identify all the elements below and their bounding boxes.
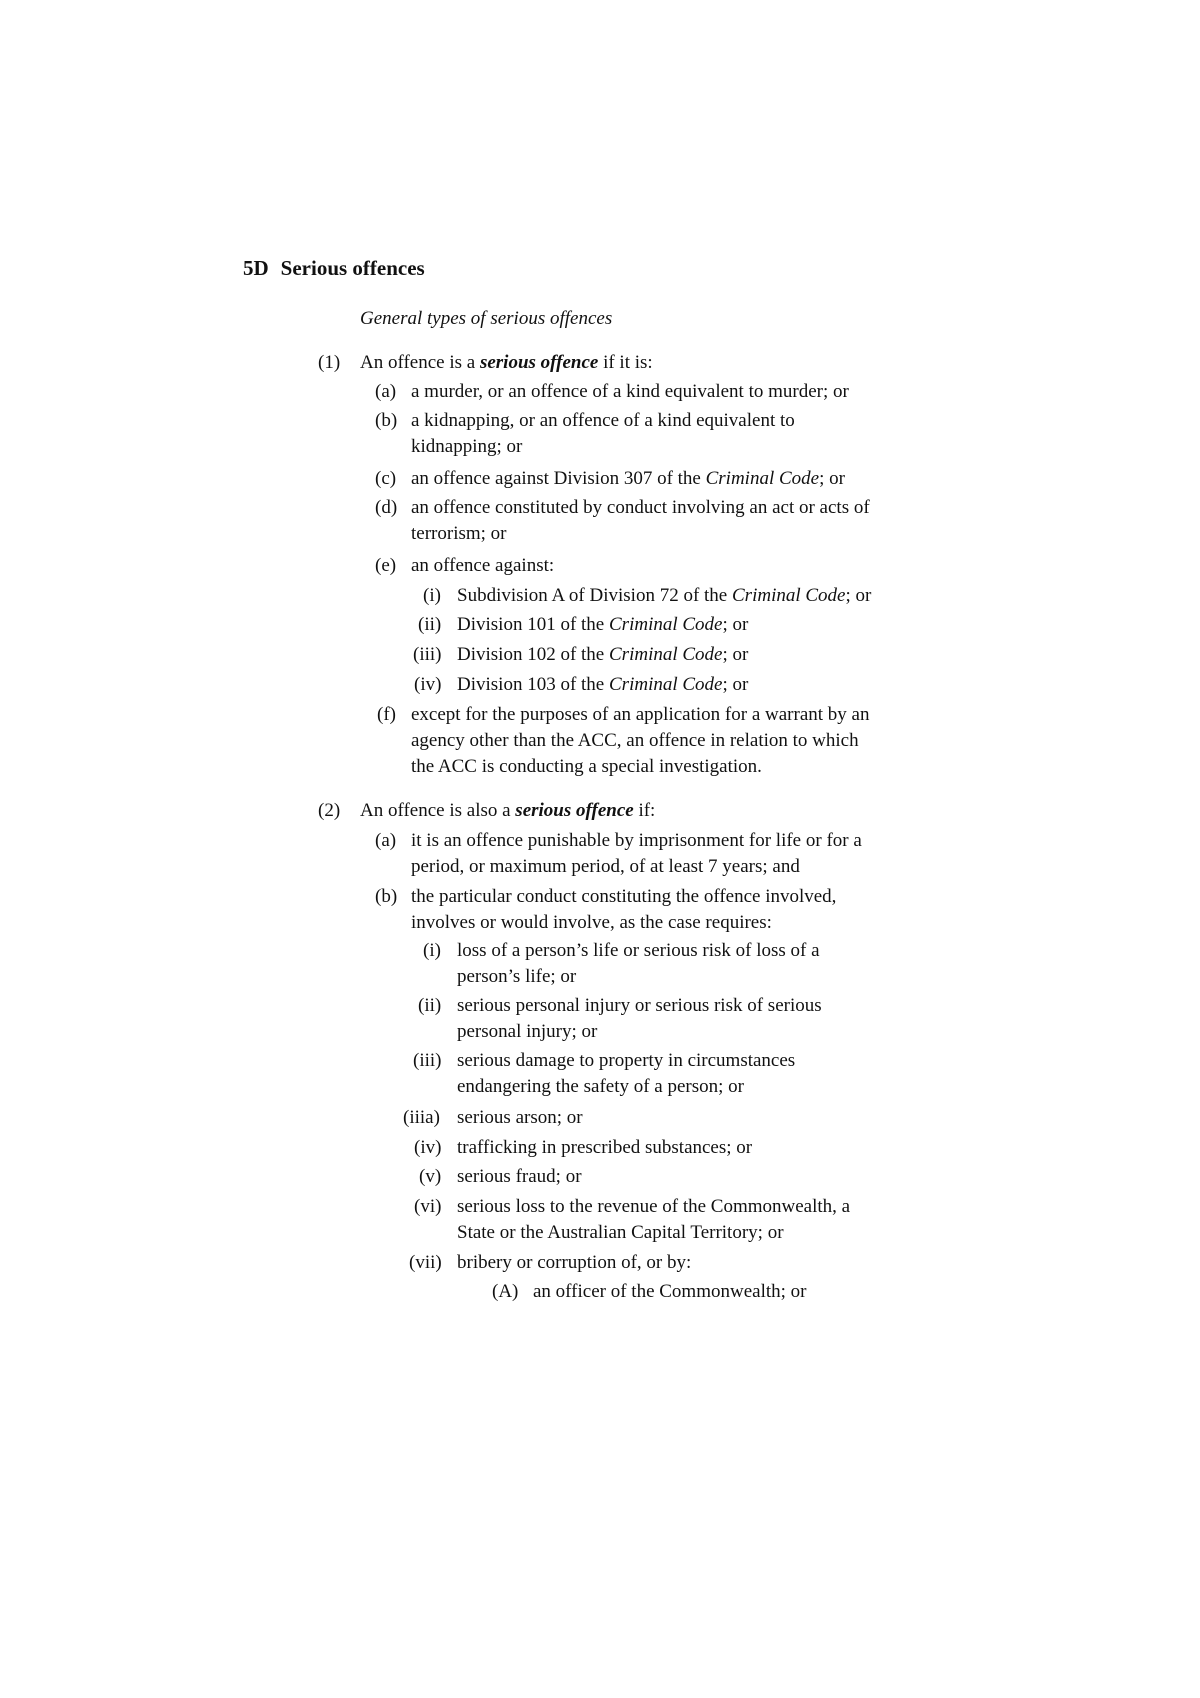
subparagraph-2b-iiia-text: serious arson; or (457, 1107, 583, 1128)
subparagraph-2b-i-text-line2: person’s life; or (457, 966, 577, 987)
subparagraph-2b-iv-text: trafficking in prescribed substances; or (457, 1137, 753, 1158)
subparagraph-2b-ii-label: (ii) (418, 995, 442, 1016)
paragraph-2a-text-line2: period, or maximum period, of at least 7 years; and (411, 856, 800, 877)
subparagraph-1e-iii-text: Division 102 of the Criminal Code; or (457, 644, 749, 665)
paragraph-2b-text-line2: involves or would involve, as the case requires: (411, 912, 772, 933)
subparagraph-2b-vii-label: (vii) (409, 1252, 442, 1273)
subparagraph-2b-v-text: serious fraud; or (457, 1166, 582, 1187)
subparagraph-1e-iv-text: Division 103 of the Criminal Code; or (457, 674, 749, 695)
subsection-2-intro: An offence is also a serious offence if: (360, 800, 656, 821)
paragraph-1f-text-line2: agency other than the ACC, an offence in relation to which (411, 730, 859, 751)
paragraph-1e-text: an offence against: (411, 555, 555, 576)
subparagraph-1e-i-text: Subdivision A of Division 72 of the Criminal Code; or (457, 585, 872, 606)
paragraph-1d-text-line1: an offence constituted by conduct involving an act or acts of (411, 497, 870, 518)
subparagraph-2b-vii-text: bribery or corruption of, or by: (457, 1252, 692, 1273)
subparagraph-2b-ii-text-line1: serious personal injury or serious risk of serious (457, 995, 822, 1016)
paragraph-1b-text-line2: kidnapping; or (411, 436, 523, 457)
paragraph-2b-label: (b) (375, 886, 398, 907)
subparagraph-2b-v-label: (v) (419, 1166, 442, 1187)
subparagraph-2b-iv-label: (iv) (414, 1137, 442, 1158)
subparagraph-1e-ii-label: (ii) (418, 614, 442, 635)
subheading: General types of serious offences (360, 308, 613, 329)
subparagraph-2b-i-text-line1: loss of a person’s life or serious risk of loss of a (457, 940, 820, 961)
paragraph-1d-text-line2: terrorism; or (411, 523, 507, 544)
subparagraph-2b-iii-text-line1: serious damage to property in circumstances (457, 1050, 796, 1071)
subparagraph-2b-vi-text-line2: State or the Australian Capital Territory; or (457, 1222, 784, 1243)
subparagraph-1e-iv-label: (iv) (414, 674, 442, 695)
act-title: Criminal Code (705, 468, 820, 489)
sub-subparagraph-2b-vii-A-text: an officer of the Commonwealth; or (533, 1281, 807, 1302)
paragraph-2a-text-line1: it is an offence punishable by imprisonment for life or for a (411, 830, 862, 851)
subparagraph-1e-iii-label: (iii) (413, 644, 442, 665)
paragraph-1e-label: (e) (375, 555, 397, 576)
defined-term: serious offence (479, 352, 599, 373)
paragraph-1d-label: (d) (375, 497, 398, 518)
subparagraph-2b-iiia-label: (iiia) (403, 1107, 440, 1128)
paragraph-1b-label: (b) (375, 410, 398, 431)
paragraph-1f-text-line3: the ACC is conducting a special investigation. (411, 756, 762, 777)
subparagraph-2b-i-label: (i) (423, 940, 441, 961)
paragraph-1a-label: (a) (375, 381, 397, 402)
section-heading (243, 256, 425, 281)
paragraph-1c-text: an offence against Division 307 of the Criminal Code; or (411, 468, 845, 489)
paragraph-2b-text-line1: the particular conduct constituting the offence involved, (411, 886, 837, 907)
subsection-2-label: (2) (318, 800, 341, 821)
subparagraph-2b-iii-label: (iii) (413, 1050, 442, 1071)
paragraph-1a-text: a murder, or an offence of a kind equivalent to murder; or (411, 381, 849, 402)
subparagraph-2b-vi-text-line1: serious loss to the revenue of the Commonwealth, a (457, 1196, 851, 1217)
subparagraph-1e-ii-text: Division 101 of the Criminal Code; or (457, 614, 749, 635)
section-title: Serious offences (280, 256, 425, 280)
subsection-1-intro: An offence is a serious offence if it is: (360, 352, 653, 373)
section-number: 5D (243, 256, 269, 280)
subparagraph-1e-i-label: (i) (423, 585, 441, 606)
defined-term: serious offence (515, 800, 634, 821)
sub-subparagraph-2b-vii-A-label: (A) (492, 1281, 519, 1302)
subparagraph-2b-iii-text-line2: endangering the safety of a person; or (457, 1076, 745, 1097)
paragraph-1f-text-line1: except for the purposes of an application for a warrant by an (411, 704, 870, 725)
paragraph-1f-label: (f) (377, 704, 396, 725)
paragraph-1b-text-line1: a kidnapping, or an offence of a kind equivalent to (411, 410, 795, 431)
paragraph-2a-label: (a) (375, 830, 397, 851)
paragraph-1c-label: (c) (375, 468, 397, 489)
subparagraph-2b-vi-label: (vi) (414, 1196, 442, 1217)
subparagraph-2b-ii-text-line2: personal injury; or (457, 1021, 598, 1042)
subsection-1-label: (1) (318, 352, 341, 373)
